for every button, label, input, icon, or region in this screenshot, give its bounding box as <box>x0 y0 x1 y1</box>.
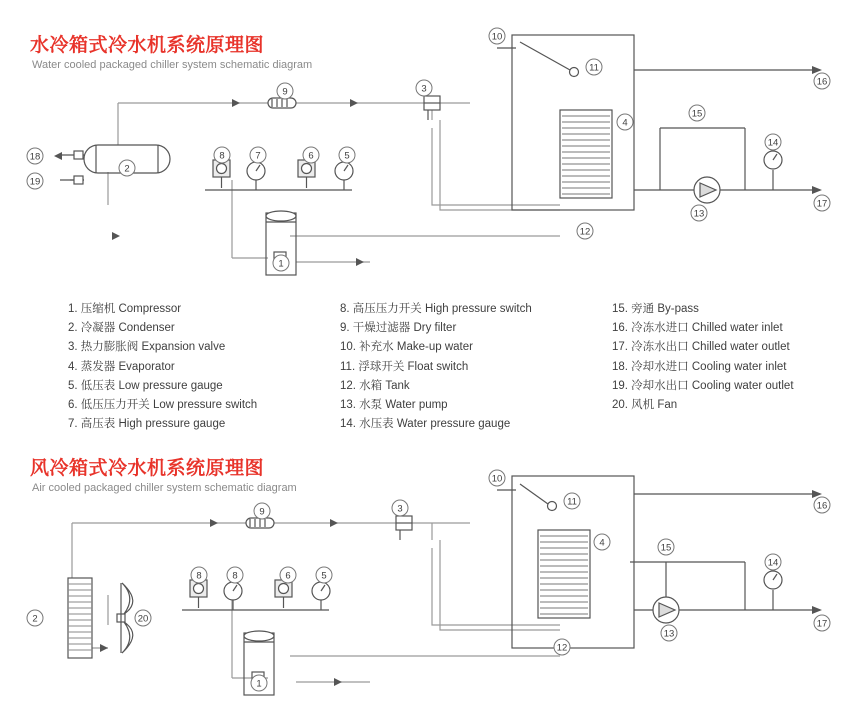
legend-column-3 <box>612 300 860 434</box>
callout-15: 15 <box>691 108 703 120</box>
callout-14: 14 <box>767 557 779 569</box>
diagram1-title-en: Water cooled packaged chiller system schematic diagram <box>32 59 313 71</box>
callout-18: 18 <box>29 151 41 163</box>
legend-item: 18. 冷却水进口 Cooling water inlet <box>612 360 787 373</box>
legend-item: 7. 高压表 High pressure gauge <box>68 418 226 431</box>
callout-4: 4 <box>599 537 605 549</box>
legend-item: 2. 冷凝器 Condenser <box>68 322 175 335</box>
callout-16: 16 <box>816 76 828 88</box>
callout-15: 15 <box>660 542 672 554</box>
legend-item: 9. 干燥过滤器 Dry filter <box>340 322 457 335</box>
callout-11: 11 <box>567 496 577 508</box>
legend-item: 19. 冷却水出口 Cooling water outlet <box>612 379 794 392</box>
callout-7: 7 <box>255 150 261 162</box>
callout-14: 14 <box>767 137 779 149</box>
legend <box>68 300 860 434</box>
callout-8: 8 <box>219 150 225 162</box>
callout-3: 3 <box>397 503 403 515</box>
callout-12: 12 <box>556 642 568 654</box>
legend-column-1 <box>68 300 340 434</box>
callout-17: 17 <box>816 198 828 210</box>
callout-3: 3 <box>421 83 427 95</box>
legend-item: 8. 高压压力开关 High pressure switch <box>340 303 532 315</box>
callout-11: 11 <box>589 62 599 74</box>
legend-item: 5. 低压表 Low pressure gauge <box>68 379 223 392</box>
callout-2: 2 <box>124 163 130 175</box>
callout-5: 5 <box>344 150 350 162</box>
callout-2: 2 <box>32 613 38 625</box>
callout-9: 9 <box>259 506 265 518</box>
legend-item: 1. 压缩机 Compressor <box>68 303 182 315</box>
diagram2-title-cn: 风冷箱式冷水机系统原理图 <box>30 458 265 479</box>
legend-item: 11. 浮球开关 Float switch <box>340 360 469 373</box>
callout-12: 12 <box>579 226 591 238</box>
callout-20: 20 <box>137 613 149 625</box>
callout-10: 10 <box>491 473 503 485</box>
legend-item: 6. 低压压力开关 Low pressure switch <box>68 399 258 412</box>
callout-6: 6 <box>308 150 314 162</box>
legend-item: 16. 冷冻水进口 Chilled water inlet <box>612 322 783 335</box>
diagram1-title-cn: 水冷箱式冷水机系统原理图 <box>30 35 265 56</box>
legend-column-2 <box>340 300 612 434</box>
legend-item: 13. 水泵 Water pump <box>340 399 448 412</box>
callout-9: 9 <box>282 86 288 98</box>
callout-16: 16 <box>816 500 828 512</box>
legend-item: 12. 水箱 Tank <box>340 379 410 392</box>
callout-13: 13 <box>693 208 705 220</box>
legend-item: 3. 热力膨胀阀 Expansion valve <box>68 341 226 354</box>
callout-8: 8 <box>196 570 202 582</box>
callout-5: 5 <box>321 570 327 582</box>
callout-10: 10 <box>491 31 503 43</box>
legend-item: 20. 风机 Fan <box>612 399 678 412</box>
callout-6: 6 <box>285 570 291 582</box>
diagram2-drawing <box>0 438 860 723</box>
legend-item: 4. 蒸发器 Evaporator <box>68 360 175 373</box>
callout-17: 17 <box>816 618 828 630</box>
legend-item: 14. 水压表 Water pressure gauge <box>340 418 511 431</box>
diagram2-title-en: Air cooled packaged chiller system schematic diagram <box>32 482 297 494</box>
callout-19: 19 <box>29 176 41 188</box>
legend-item: 17. 冷冻水出口 Chilled water outlet <box>612 341 790 354</box>
callout-7: 8 <box>232 570 238 582</box>
callout-13: 13 <box>663 628 675 640</box>
diagram1-drawing <box>0 0 860 290</box>
callout-1: 1 <box>256 678 262 690</box>
callout-4: 4 <box>622 117 628 129</box>
callout-1: 1 <box>278 258 284 270</box>
legend-item: 15. 旁通 By-pass <box>612 303 699 315</box>
legend-item: 10. 补充水 Make-up water <box>340 341 473 354</box>
